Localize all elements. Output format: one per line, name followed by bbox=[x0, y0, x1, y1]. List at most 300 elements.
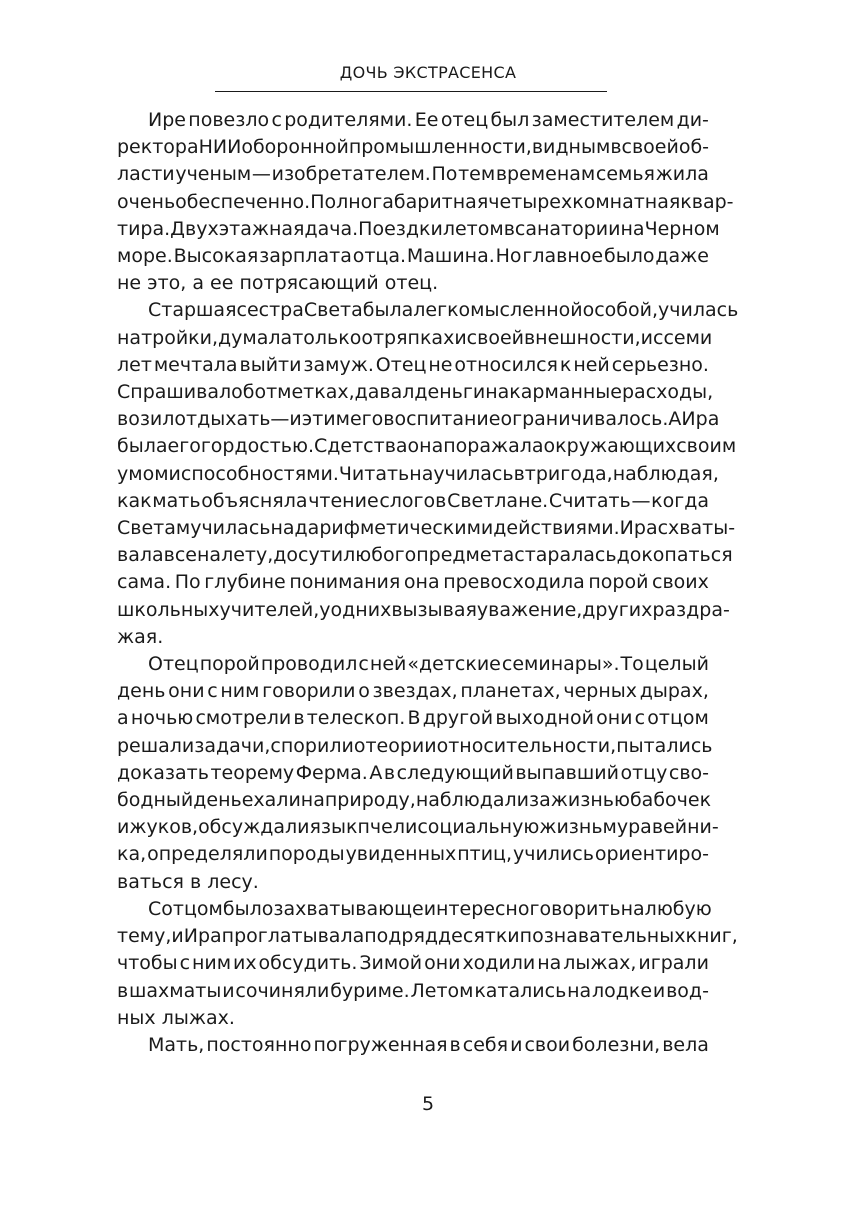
word: тира. bbox=[117, 217, 171, 240]
word: о bbox=[353, 734, 366, 757]
word: С bbox=[148, 897, 162, 920]
paragraph bbox=[117, 896, 738, 1032]
word: относительности, bbox=[436, 734, 617, 757]
word: объясняла bbox=[201, 489, 308, 512]
word: вод- bbox=[666, 979, 709, 1002]
word: интересно bbox=[423, 897, 530, 920]
word: глубине bbox=[204, 571, 286, 594]
body-text bbox=[117, 107, 739, 1059]
text-line bbox=[117, 433, 737, 460]
word: ласти bbox=[117, 163, 175, 186]
word: слогов bbox=[379, 489, 447, 512]
word: в bbox=[610, 136, 622, 159]
word: на bbox=[117, 326, 142, 349]
word: сочиняли bbox=[235, 979, 330, 1002]
word: доказать bbox=[117, 761, 209, 784]
word: море. bbox=[117, 245, 173, 268]
word: своим bbox=[676, 435, 737, 458]
text-line bbox=[117, 787, 712, 814]
word: и bbox=[289, 408, 302, 431]
word: и bbox=[640, 326, 653, 349]
word: вала bbox=[117, 544, 164, 567]
word: других bbox=[582, 598, 653, 621]
text-line bbox=[117, 325, 713, 352]
word: В bbox=[407, 707, 421, 730]
word: а bbox=[117, 707, 129, 730]
word: особой, bbox=[582, 299, 659, 322]
paragraph bbox=[117, 651, 719, 896]
word: день bbox=[117, 680, 166, 703]
word: и bbox=[222, 979, 235, 1002]
word: смотрели bbox=[195, 707, 292, 730]
word: уважение, bbox=[476, 598, 583, 621]
word: проглатывала bbox=[221, 925, 365, 948]
word: и bbox=[168, 462, 181, 485]
word: о bbox=[358, 680, 370, 703]
word: и bbox=[117, 816, 130, 839]
word: Но bbox=[495, 245, 522, 268]
word: планетах, bbox=[460, 680, 561, 703]
word: семи bbox=[663, 326, 713, 349]
word: когда bbox=[651, 489, 709, 512]
word: теорему bbox=[210, 761, 295, 784]
word: Летом bbox=[410, 979, 474, 1002]
word: дырах, bbox=[639, 680, 709, 703]
word: с bbox=[634, 707, 646, 730]
word: на bbox=[485, 381, 510, 404]
word: язык bbox=[309, 816, 358, 839]
word: с bbox=[179, 952, 191, 975]
word: на bbox=[196, 544, 222, 567]
word: учителей, bbox=[219, 598, 320, 621]
word: порой bbox=[199, 653, 260, 676]
word: заместителем bbox=[531, 109, 675, 131]
word: вызывая bbox=[391, 598, 477, 621]
word: сама. bbox=[117, 571, 172, 594]
word: По bbox=[431, 163, 458, 186]
word: Полногабаритная bbox=[310, 190, 489, 213]
word: подряд bbox=[364, 925, 439, 948]
word: схваты- bbox=[657, 517, 736, 540]
word: мучилась bbox=[175, 517, 271, 540]
word: Машина. bbox=[406, 245, 495, 268]
text-line bbox=[117, 569, 709, 596]
word: как bbox=[117, 489, 152, 512]
text-line bbox=[117, 352, 709, 379]
word: окружающих bbox=[543, 435, 677, 458]
text-line bbox=[117, 760, 709, 787]
word: тем bbox=[458, 163, 496, 186]
word: отцу bbox=[620, 761, 668, 784]
word: проводил bbox=[260, 653, 358, 676]
word: птиц, bbox=[457, 843, 513, 866]
word: промышленности, bbox=[348, 136, 532, 159]
word: Старшая bbox=[148, 299, 237, 322]
word: наблюдали bbox=[415, 789, 530, 812]
word: думала bbox=[218, 326, 293, 349]
word: она bbox=[407, 435, 444, 458]
word: к bbox=[559, 353, 572, 376]
word: социальную bbox=[417, 816, 540, 839]
word: погруженная bbox=[313, 1033, 448, 1056]
text-line bbox=[117, 841, 709, 868]
word: целый bbox=[644, 653, 709, 676]
word: отметках, bbox=[254, 381, 355, 404]
paragraph bbox=[117, 107, 734, 297]
word: А bbox=[369, 761, 383, 784]
word: То bbox=[620, 653, 644, 676]
word: тряпках bbox=[372, 326, 455, 349]
word: своих bbox=[652, 571, 709, 594]
running-head-title: ДОЧЬ ЭКСТРАСЕНСА bbox=[339, 63, 517, 82]
text-line bbox=[117, 406, 720, 433]
word: санатории bbox=[514, 217, 621, 240]
word: даже bbox=[655, 245, 709, 268]
word: Поездки bbox=[358, 217, 443, 240]
word: ней bbox=[573, 353, 610, 376]
word: в bbox=[513, 462, 525, 485]
word: дача. bbox=[304, 217, 359, 240]
word: была bbox=[117, 435, 168, 458]
word: играли bbox=[638, 952, 709, 975]
word: Ире bbox=[148, 109, 186, 131]
word: вела bbox=[662, 1033, 709, 1056]
word: мечтала bbox=[153, 353, 238, 376]
word: семья bbox=[595, 163, 655, 186]
word: другой bbox=[422, 707, 494, 730]
text-line bbox=[117, 107, 709, 134]
word: воспитание bbox=[383, 408, 501, 431]
word: Света bbox=[303, 299, 363, 322]
word: видным bbox=[531, 136, 611, 159]
word: гордостью. bbox=[200, 435, 314, 458]
word: четырехкомнатная bbox=[488, 190, 681, 213]
word: Ферма. bbox=[295, 761, 368, 784]
word: превосходила bbox=[443, 571, 585, 594]
word: и bbox=[404, 816, 418, 839]
word: природу, bbox=[324, 789, 416, 812]
word: родителями. bbox=[284, 109, 413, 131]
text-line bbox=[117, 733, 713, 760]
word: захватывающе bbox=[273, 897, 424, 920]
word: — bbox=[631, 489, 651, 512]
word: спорили bbox=[270, 734, 354, 757]
word: понимания bbox=[289, 571, 401, 594]
word: буриме. bbox=[330, 979, 410, 1002]
word: на bbox=[300, 789, 325, 812]
word: Ее bbox=[414, 109, 439, 131]
word: обсудить. bbox=[258, 952, 358, 975]
word: болезни, bbox=[572, 1033, 661, 1056]
word: увиденных bbox=[345, 843, 457, 866]
text-line bbox=[117, 515, 736, 542]
word: выходной bbox=[495, 707, 594, 730]
word: серьезно. bbox=[611, 353, 709, 376]
word: Черном bbox=[644, 217, 720, 240]
header-rule bbox=[215, 91, 607, 92]
word: чтобы bbox=[117, 952, 178, 975]
word: НИИ bbox=[198, 136, 242, 159]
word: старалась bbox=[514, 544, 617, 567]
word: с bbox=[358, 653, 369, 676]
word: По bbox=[174, 571, 201, 594]
word: Отец bbox=[375, 353, 427, 376]
word: бабочек bbox=[629, 789, 712, 812]
word: Ира bbox=[681, 408, 720, 431]
word: жуков, bbox=[129, 816, 199, 839]
word: повезло bbox=[188, 109, 270, 131]
word: изобретателем. bbox=[271, 163, 431, 186]
word: их bbox=[233, 952, 257, 975]
word: выпавший bbox=[515, 761, 619, 784]
word: жила bbox=[655, 163, 709, 186]
word: следующий bbox=[396, 761, 514, 784]
word: задачи, bbox=[194, 734, 271, 757]
word: обеспеченно. bbox=[175, 190, 311, 213]
text-line bbox=[117, 923, 738, 950]
word: только bbox=[292, 326, 362, 349]
word: Спрашивал bbox=[117, 381, 232, 404]
text-line: не это, а ее потрясающий отец. bbox=[117, 272, 439, 295]
word: отцом bbox=[647, 707, 709, 730]
text-line bbox=[117, 678, 709, 705]
word: с bbox=[207, 680, 218, 703]
word: семинары». bbox=[501, 653, 620, 676]
word: шахматы bbox=[129, 979, 222, 1002]
word: возил bbox=[117, 408, 175, 431]
word: теории bbox=[365, 734, 437, 757]
word: ка, bbox=[117, 843, 147, 866]
word: до bbox=[273, 544, 299, 567]
word: карманные bbox=[509, 381, 622, 404]
word: чтение bbox=[308, 489, 379, 512]
word: Света bbox=[117, 517, 176, 540]
word: отцом bbox=[161, 897, 223, 920]
word: действиями. bbox=[493, 517, 620, 540]
word: над bbox=[270, 517, 308, 540]
word: об bbox=[231, 381, 255, 404]
word: ограничивалось. bbox=[500, 408, 669, 431]
word: докопаться bbox=[616, 544, 733, 567]
word: определяли bbox=[147, 843, 268, 866]
word: с bbox=[653, 326, 664, 349]
word: его bbox=[167, 435, 201, 458]
word: наблюдая, bbox=[612, 462, 719, 485]
word: они bbox=[168, 680, 205, 703]
word: катались bbox=[474, 979, 567, 1002]
word: школьных bbox=[117, 598, 220, 621]
word: на bbox=[567, 979, 592, 1002]
word: было bbox=[222, 897, 274, 920]
word: арифметическими bbox=[307, 517, 494, 540]
text-line bbox=[117, 978, 709, 1005]
word: одних bbox=[330, 598, 392, 621]
word: отдыхать bbox=[174, 408, 271, 431]
word: в bbox=[117, 979, 129, 1002]
word: у bbox=[319, 598, 331, 621]
word: училась bbox=[658, 299, 739, 322]
word: себя bbox=[462, 1033, 509, 1056]
text-line bbox=[117, 243, 709, 270]
word: говорить bbox=[529, 897, 621, 920]
word: очень bbox=[117, 190, 176, 213]
word: своей bbox=[621, 136, 679, 159]
word: была bbox=[362, 299, 414, 322]
word: в bbox=[293, 707, 305, 730]
word: года, bbox=[560, 462, 613, 485]
word: об- bbox=[678, 136, 710, 159]
text-line bbox=[117, 705, 709, 732]
word: главное bbox=[522, 245, 604, 268]
word: Ира bbox=[183, 925, 222, 948]
text-line: жая. bbox=[117, 625, 164, 648]
word: сво- bbox=[668, 761, 709, 784]
word: ходили bbox=[462, 952, 536, 975]
word: С bbox=[314, 435, 328, 458]
word: с bbox=[271, 109, 282, 131]
word: был bbox=[490, 109, 530, 131]
word: сути bbox=[298, 544, 344, 567]
word: породы bbox=[268, 843, 345, 866]
paragraph bbox=[117, 1032, 709, 1059]
word: телескоп. bbox=[306, 707, 406, 730]
word: предмета bbox=[416, 544, 515, 567]
word: лету, bbox=[221, 544, 274, 567]
word: выйти bbox=[239, 353, 302, 376]
word: летом bbox=[442, 217, 504, 240]
word: Отец bbox=[148, 653, 199, 676]
word: о bbox=[361, 326, 373, 349]
word: говорили bbox=[262, 680, 356, 703]
word: давал bbox=[354, 381, 415, 404]
text-line: ных лыжах. bbox=[117, 1006, 235, 1029]
text-line bbox=[117, 134, 709, 161]
text-line bbox=[117, 950, 709, 977]
word: — bbox=[270, 408, 290, 431]
word: А bbox=[668, 408, 682, 431]
word: и bbox=[171, 925, 184, 948]
word: лыжах, bbox=[563, 952, 637, 975]
word: день bbox=[193, 789, 242, 812]
text-line bbox=[117, 597, 730, 624]
word: бодный bbox=[117, 789, 194, 812]
word: квар- bbox=[680, 190, 734, 213]
word: любого bbox=[343, 544, 417, 567]
text-line bbox=[117, 461, 719, 488]
word: ориентиро- bbox=[594, 843, 709, 866]
word: пчел bbox=[357, 816, 405, 839]
word: мать bbox=[152, 489, 201, 512]
word: десятки bbox=[438, 925, 520, 948]
word: этим bbox=[301, 408, 350, 431]
word: деньги bbox=[414, 381, 486, 404]
word: три bbox=[524, 462, 561, 485]
word: Высокая bbox=[173, 245, 259, 268]
word: ночью bbox=[130, 707, 194, 730]
word: Считать bbox=[548, 489, 631, 512]
word: тему, bbox=[117, 925, 172, 948]
word: ней bbox=[369, 653, 407, 676]
word: обсуждали bbox=[198, 816, 310, 839]
text-line bbox=[117, 379, 714, 406]
word: муравейни- bbox=[602, 816, 719, 839]
text-line bbox=[117, 216, 720, 243]
word: в bbox=[503, 217, 515, 240]
word: и bbox=[510, 1033, 523, 1056]
word: книг, bbox=[685, 925, 738, 948]
word: на bbox=[620, 217, 645, 240]
word: внешности, bbox=[523, 326, 641, 349]
word: было bbox=[603, 245, 655, 268]
word: Мать, bbox=[148, 1033, 205, 1056]
word: ректора bbox=[117, 136, 199, 159]
word: постоянно bbox=[206, 1033, 312, 1056]
word: познавательных bbox=[519, 925, 686, 948]
word: раздра- bbox=[652, 598, 730, 621]
word: жизнью bbox=[550, 789, 630, 812]
word: любую bbox=[644, 897, 712, 920]
word: ним bbox=[191, 952, 232, 975]
word: она bbox=[403, 571, 440, 594]
word: порой bbox=[588, 571, 649, 594]
word: они bbox=[596, 707, 633, 730]
word: в bbox=[449, 1033, 461, 1056]
word: учились bbox=[512, 843, 594, 866]
word: Читать bbox=[338, 462, 410, 485]
word: Зимой bbox=[359, 952, 423, 975]
word: пытались bbox=[616, 734, 713, 757]
word: временам bbox=[495, 163, 596, 186]
word: решали bbox=[117, 734, 195, 757]
word: за bbox=[529, 789, 551, 812]
text-line bbox=[117, 814, 719, 841]
word: умом bbox=[117, 462, 169, 485]
word: Светлане. bbox=[447, 489, 549, 512]
word: не bbox=[428, 353, 453, 376]
word: детства bbox=[327, 435, 408, 458]
word: сестра bbox=[236, 299, 304, 322]
text-line bbox=[117, 1032, 709, 1059]
word: замуж. bbox=[303, 353, 374, 376]
word: зарплата bbox=[259, 245, 352, 268]
word: оборонной bbox=[241, 136, 349, 159]
word: — bbox=[251, 163, 271, 186]
word: черных bbox=[563, 680, 638, 703]
text-line bbox=[117, 297, 739, 324]
word: тройки, bbox=[141, 326, 219, 349]
word: и bbox=[652, 979, 666, 1002]
text-line bbox=[117, 161, 709, 188]
word: Двухэтажная bbox=[170, 217, 305, 240]
word: все bbox=[163, 544, 197, 567]
word: на bbox=[620, 897, 645, 920]
word: они bbox=[424, 952, 461, 975]
paragraph bbox=[117, 297, 739, 651]
word: в bbox=[383, 761, 396, 784]
word: отец bbox=[440, 109, 489, 131]
text-line bbox=[117, 896, 712, 923]
word: расходы, bbox=[621, 381, 714, 404]
word: жизнь bbox=[539, 816, 603, 839]
word: на bbox=[537, 952, 562, 975]
word: своей bbox=[466, 326, 524, 349]
word: относился bbox=[454, 353, 558, 376]
word: его bbox=[349, 408, 384, 431]
word: ехали bbox=[241, 789, 301, 812]
word: и bbox=[454, 326, 467, 349]
word: легкомысленной bbox=[413, 299, 583, 322]
text-line bbox=[117, 189, 734, 216]
